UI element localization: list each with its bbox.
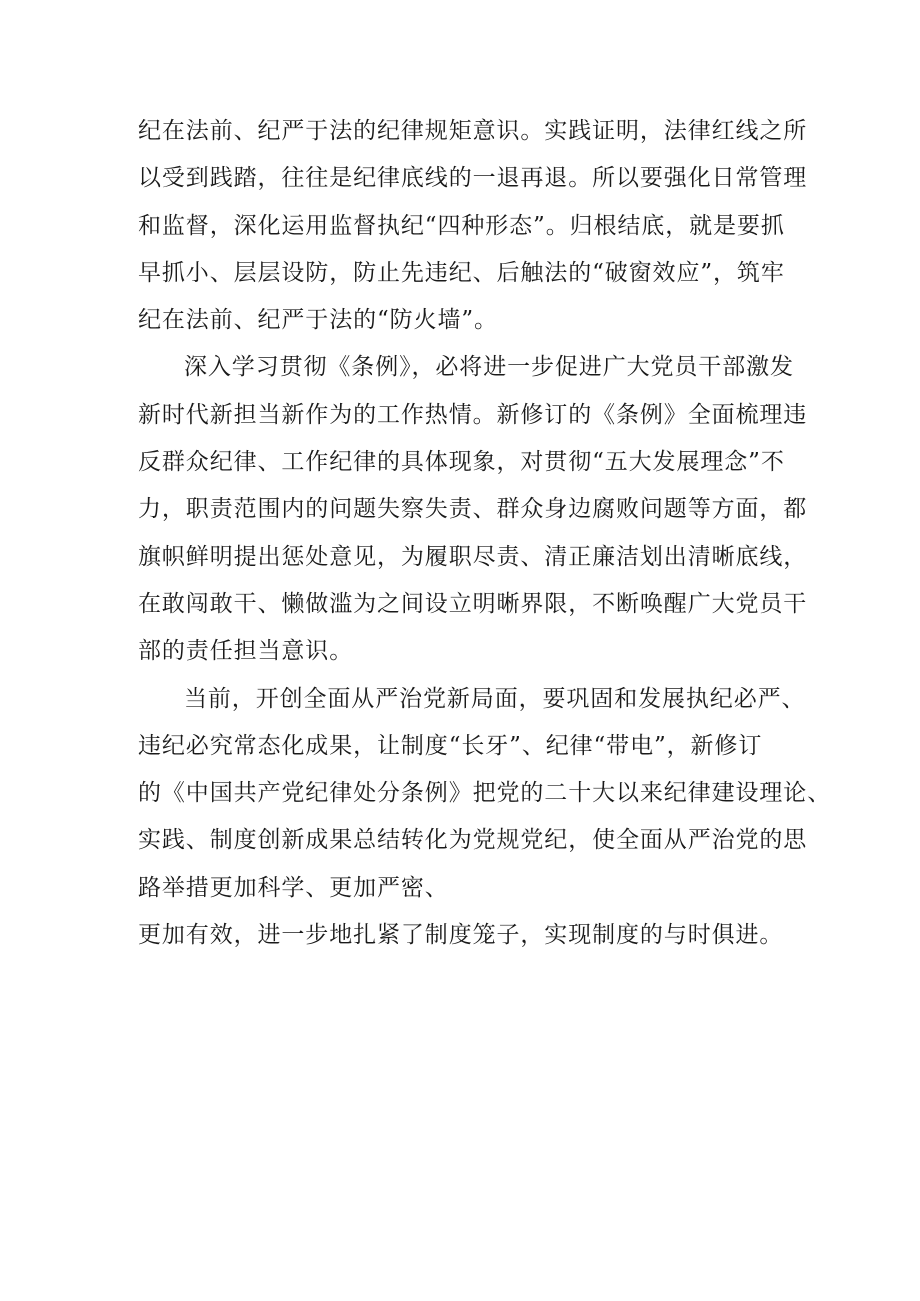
text-line: 路举措更加科学、更加严密、	[138, 874, 449, 901]
text-line: 旗帜鲜明提出惩处意见，为履职尽责、清正廉洁划出清晰底线，	[138, 543, 808, 570]
text-line: 更加有效，进一步地扎紧了制度笼子，实现制度的与时俱进。	[138, 922, 784, 949]
text-line: 早抓小、层层设防，防止先违纪、后触法的“破窗效应”，筑牢	[138, 259, 785, 286]
paragraph-first-line: 当前，开创全面从严治党新局面，要巩固和发展执纪必严、	[184, 685, 806, 712]
text-line: 在敢闯敢干、懒做滥为之间设立明晰界限，不断唤醒广大党员干	[138, 590, 808, 617]
text-line: 和监督，深化运用监督执纪“四种形态”。归根结底，就是要抓	[138, 212, 785, 239]
text-line: 部的责任担当意识。	[138, 638, 354, 665]
text-line: 反群众纪律、工作纪律的具体现象，对贯彻“五大发展理念”不	[138, 449, 785, 476]
body-text	[138, 108, 832, 959]
paragraph-first-line: 深入学习贯彻《条例》，必将进一步促进广大党员干部激发	[184, 354, 794, 381]
text-line: 新时代新担当新作为的工作热情。新修订的《条例》全面梳理违	[138, 401, 808, 428]
text-line: 实践、制度创新成果总结转化为党规党纪，使全面从严治党的思	[138, 827, 808, 854]
text-line: 纪在法前、纪严于法的纪律规矩意识。实践证明，法律红线之所	[138, 118, 808, 144]
text-line: 以受到践踏，往往是纪律底线的一退再退。所以要强化日常管理	[138, 165, 808, 192]
text-line: 力，职责范围内的问题失察失责、群众身边腐败问题等方面，都	[138, 496, 808, 523]
text-line: 的《中国共产党纪律处分条例》把党的二十大以来纪律建设理论、	[138, 780, 832, 807]
text-line: 违纪必究常态化成果，让制度“长牙”、纪律“带电”，新修订	[138, 732, 763, 759]
text-line: 纪在法前、纪严于法的“防火墙”。	[138, 307, 498, 334]
